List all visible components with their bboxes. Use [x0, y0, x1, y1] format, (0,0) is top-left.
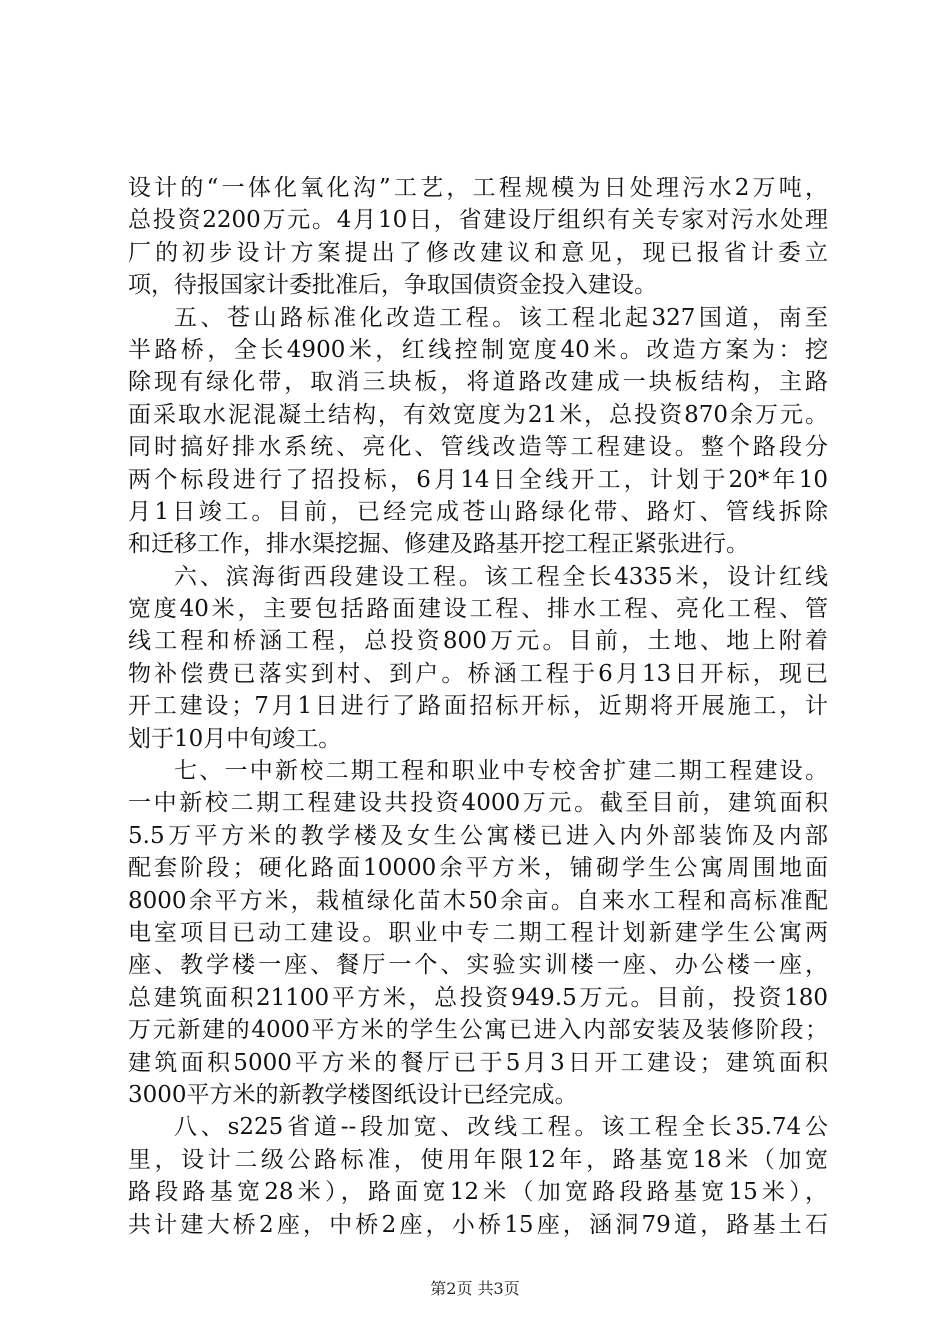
text-line: 路段路基宽28米），路面宽12米（加宽路段路基宽15米）， — [128, 1179, 828, 1206]
text-line: 项，待报国家计委批准后，争取国债资金投入建设。 — [128, 272, 657, 299]
page-footer: 第2页 共3页 — [430, 1279, 520, 1298]
text-line: 座、教学楼一座、餐厅一个、实验实训楼一座、办公楼一座， — [128, 952, 828, 979]
text-line: 3000平方米的新教学楼图纸设计已经完成。 — [128, 1081, 578, 1108]
text-line: 开工建设；7月1日进行了路面招标开标，近期将开展施工，计 — [128, 693, 828, 720]
text-line: 5.5万平方米的教学楼及女生公寓楼已进入内外部装饰及内部 — [128, 822, 828, 849]
text-line: 总投资2200万元。4月10日，省建设厅组织有关专家对污水处理 — [128, 207, 828, 234]
text-line: 和迁移工作，排水渠挖掘、修建及路基开挖工程正紧张进行。 — [128, 531, 749, 558]
text-line: 电室项目已动工建设。职业中专二期工程计划新建学生公寓两 — [128, 919, 828, 946]
text-line: 七、一中新校二期工程和职业中专校舍扩建二期工程建设。 — [174, 758, 828, 785]
text-line: 线工程和桥涵工程，总投资800万元。目前，土地、地上附着 — [128, 628, 828, 655]
text-line: 五、苍山路标准化改造工程。该工程北起327国道，南至 — [174, 304, 828, 331]
text-line: 建筑面积5000平方米的餐厅已于5月3日开工建设；建筑面积 — [128, 1049, 828, 1076]
text-line: 总建筑面积21100平方米，总投资949.5万元。目前，投资180 — [128, 984, 828, 1011]
text-line: 月1日竣工。目前，已经完成苍山路绿化带、路灯、管线拆除 — [128, 498, 828, 525]
text-line: 宽度40米，主要包括路面建设工程、排水工程、亮化工程、管 — [128, 596, 828, 623]
text-line: 八、s225省道--段加宽、改线工程。该工程全长35.74公 — [174, 1114, 828, 1141]
document-body — [128, 172, 828, 1241]
text-line: 万元新建的4000平方米的学生公寓已进入内部安装及装修阶段； — [128, 1017, 828, 1044]
text-line: 划于10月中旬竣工。 — [128, 725, 342, 752]
text-line: 同时搞好排水系统、亮化、管线改造等工程建设。整个路段分 — [128, 434, 828, 461]
text-line: 厂的初步设计方案提出了修改建议和意见，现已报省计委立 — [128, 239, 828, 266]
text-line: 除现有绿化带，取消三块板，将道路改建成一块板结构，主路 — [128, 369, 828, 396]
text-line: 面采取水泥混凝土结构，有效宽度为21米，总投资870余万元。 — [128, 401, 828, 428]
text-line: 配套阶段；硬化路面10000余平方米，铺砌学生公寓周围地面 — [128, 855, 828, 882]
text-line: 半路桥，全长4900米，红线控制宽度40米。改造方案为：挖 — [128, 336, 828, 363]
text-line: 六、滨海街西段建设工程。该工程全长4335米，设计红线 — [174, 563, 828, 590]
text-line: 一中新校二期工程建设共投资4000万元。截至目前，建筑面积 — [128, 790, 828, 817]
text-line: 8000余平方米，栽植绿化苗木50余亩。自来水工程和高标准配 — [128, 887, 828, 914]
text-line: 里，设计二级公路标准，使用年限12年，路基宽18米（加宽 — [128, 1146, 828, 1173]
text-line: 两个标段进行了招投标，6月14日全线开工，计划于20*年10 — [128, 466, 828, 493]
text-line: 设计的“一体化氧化沟”工艺，工程规模为日处理污水2万吨， — [128, 175, 828, 201]
text-line: 物补偿费已落实到村、到户。桥涵工程于6月13日开标，现已 — [128, 660, 828, 687]
text-line: 共计建大桥2座，中桥2座，小桥15座，涵洞79道，路基土石 — [128, 1211, 828, 1238]
